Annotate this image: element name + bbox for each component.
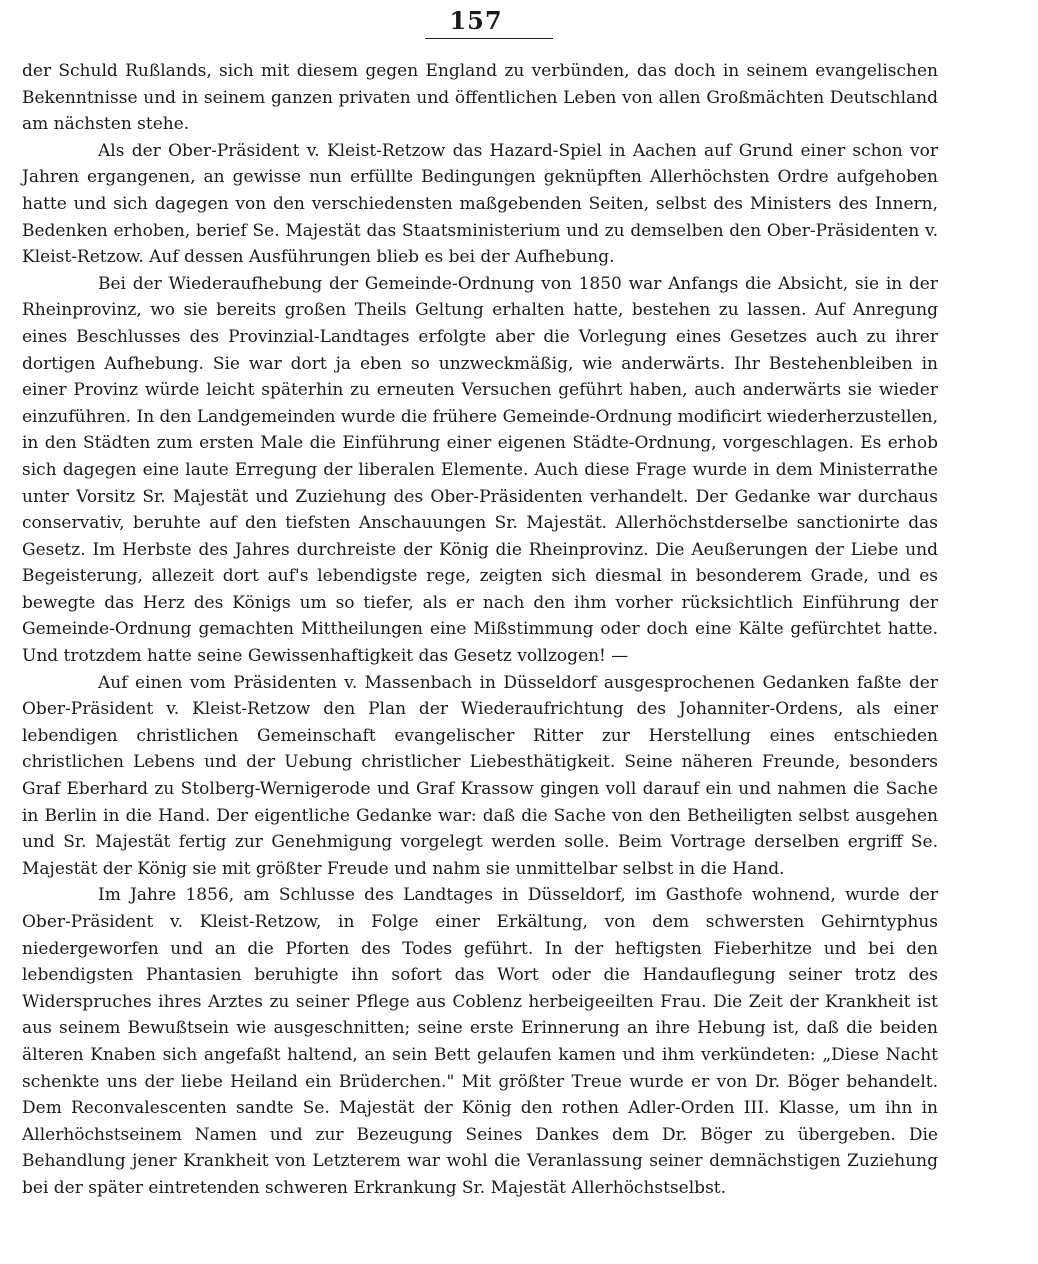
paragraph-illness-1856: Im Jahre 1856, am Schlusse des Landtages in Düsseldorf, im Gasthofe wohnend, wurde der Ober-Präsident v. Kleist-Retzow, in Folge einer Erkältung, von dem schwersten Gehirntyphus niedergeworfen und an die Pforten des Todes geführt. In der heftigsten Fieberhitze und bei den lebendigsten Phantasien beruhigte ihn sofort das Wort oder die Handauflegung seiner trotz des Widerspruches ihres Arztes zu seiner Pflege aus Coblenz herbeigeeilten Frau. Die Zeit der Krankheit ist aus seinem Bewußtsein wie ausgeschnitten; seine erste Erinnerung an ihre Hebung ist, daß die beiden älteren Knaben sich angefaßt haltend, an sein Bett gelaufen kamen und ihm verkündeten: „Diese Nacht schenkte uns der liebe Heiland ein Brüderchen." Mit größter Treue wurde er von Dr. Böger behandelt. Dem Reconvalescenten sandte Se. Majestät der König den rothen Adler-Orden III. Klasse, um ihn in Allerhöchstseinem Namen und zur Bezeugung Seines Dankes dem Dr. Böger zu übergeben. Die Behandlung jener Krankheit von Letzterem war wohl die Veranlassung seiner demnächstigen Zuziehung bei der später eintretenden schweren Erkrankung Sr. Majestät Allerhöchstselbst. — [22, 885, 938, 1198]
body-text — [22, 58, 938, 1202]
paragraph-hazard-spiel: Als der Ober-Präsident v. Kleist-Retzow das Hazard-Spiel in Aachen auf Grund einer schon vor Jahren ergangenen, an gewisse nun erfüllte Bedingungen geknüpften Allerhöchsten Ordre aufgehoben hatte und sich dagegen von den verschiedensten maßgebenden Seiten, selbst des Ministers des Innern, Bedenken erhoben, berief Se. Majestät das Staatsministerium und zu demselben den Ober-Präsidenten v. Kleist-Retzow. Auf dessen Ausführungen blieb es bei der Aufhebung. — [22, 140, 938, 268]
page-number: 157 — [449, 6, 503, 35]
paragraph-continued: der Schuld Rußlands, sich mit diesem gegen England zu verbünden, das doch in seinem evangelischen Bekenntnisse und in seinem ganzen privaten und öffentlichen Leben von allen Großmächten Deutschland am nächsten stehe. — [22, 61, 938, 135]
paragraph-gemeinde-ordnung: Bei der Wiederaufhebung der Gemeinde-Ordnung von 1850 war Anfangs die Absicht, sie in der Rheinprovinz, wo sie bereits großen Theils Geltung erhalten hatte, bestehen zu lassen. Auf Anregung eines Beschlusses des Provinzial-Landtages erfolgte aber die Vorlegung eines Gesetzes auch zu ihrer dortigen Aufhebung. Sie war dort ja eben so unzweckmäßig, wie anderwärts. Ihr Bestehenbleiben in einer Provinz würde leicht späterhin zu erneuten Versuchen geführt haben, auch anderwärts sie wieder einzuführen. In den Landgemeinden wurde die frühere Gemeinde-Ordnung modificirt wiederherzustellen, in den Städten zum ersten Male die Einführung einer eigenen Städte-Ordnung, vorgeschlagen. Es erhob sich dagegen eine laute Erregung der liberalen Elemente. Auch diese Frage wurde in dem Ministerrathe unter Vorsitz Sr. Majestät und Zuziehung des Ober-Präsidenten verhandelt. Der Gedanke war durchaus conservativ, beruhte auf den tiefsten Anschauungen Sr. Majestät. Allerhöchstderselbe sanctionirte das Gesetz. Im Herbste des Jahres durchreiste der König die Rheinprovinz. Die Aeußerungen der Liebe und Begeisterung, allezeit dort auf's lebendigste rege, zeigten sich diesmal in besonderem Grade, und es bewegte das Herz des Königs um so tiefer, als er nach den ihm vorher rücksichtlich Einführung der Gemeinde-Ordnung gemachten Mittheilungen eine Mißstimmung oder doch eine Kälte gefürchtet hatte. Und trotzdem hatte seine Gewissenhaftigkeit das Gesetz vollzogen! — — [22, 273, 938, 667]
paragraph-johanniter-orden: Auf einen vom Präsidenten v. Massenbach in Düsseldorf ausgesprochenen Gedanken faßte der Ober-Präsident v. Kleist-Retzow den Plan der Wiederaufrichtung des Johanniter-Ordens, als einer lebendigen christlichen Gemeinschaft evangelischer Ritter zur Herstellung eines entschieden christlichen Lebens und der Uebung christlicher Liebesthätigkeit. Seine näheren Freunde, besonders Graf Eberhard zu Stolberg-Wernigerode und Graf Krassow gingen voll darauf ein und nahmen die Sache in Berlin in die Hand. Der eigentliche Gedanke war: daß die Sache von den Betheiligten selbst ausgehen und Sr. Majestät fertig zur Genehmigung vorgelegt werden solle. Beim Vortrage derselben ergriff Se. Majestät der König sie mit größter Freude und nahm sie unmittelbar selbst in die Hand. — [22, 672, 938, 879]
page-number-rule — [425, 38, 553, 39]
